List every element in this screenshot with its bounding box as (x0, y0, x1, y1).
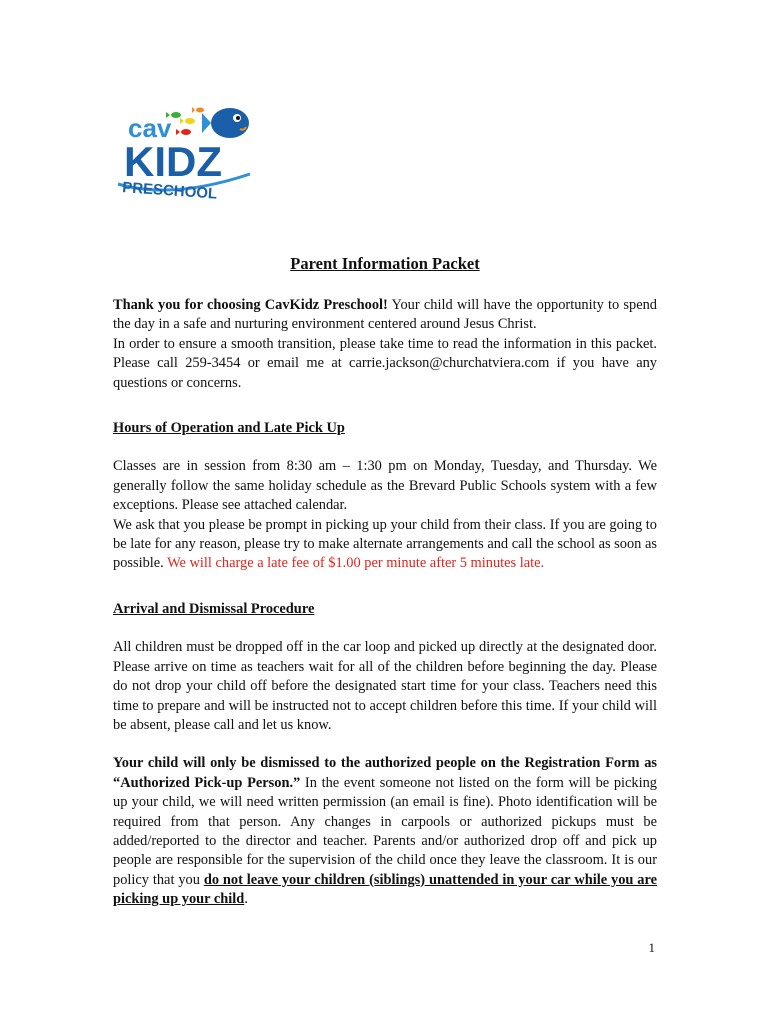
hours-heading: Hours of Operation and Late Pick Up (113, 420, 345, 437)
dismissal-lead: Your child will only be dismissed to the authorized people on the Registration Form as “Authorized Pick-up Person.” (113, 755, 657, 791)
logo-word-cav: cav (128, 113, 172, 143)
page-number: 1 (648, 940, 655, 955)
cavkidz-preschool-logo (112, 96, 262, 206)
logo-graphic (112, 96, 262, 206)
unattended-policy: do not leave your children (siblings) unattended in your car while you are picking up your child (113, 871, 658, 908)
intro-lead: Thank you for choosing CavKidz Preschool! (113, 297, 388, 313)
logo-word-kidz: KIDZ (124, 138, 222, 185)
big-fish-icon (202, 108, 249, 138)
dismissal-rest: In the event someone not listed on the form will be picking up your child, we will need written permission (an email is fine). Photo identification will be required from that person. Any changes in carpools or authorized pickups must be added/reported to the director and teacher. Parents and/or authorized drop off and pick up people are responsible for the supervision of the child once they leave the classroom. It is our policy that you (113, 774, 657, 888)
dismissal-end: . (244, 891, 248, 908)
intro-contact-paragraph: In order to ensure a smooth transition, please take time to read the information in this packet. Please call 259-3454 or email me at carrie.jackson@churchatviera.com if you have any questions or concerns. (113, 335, 657, 391)
small-fish-icons (166, 107, 204, 135)
late-pickup-paragraph (113, 516, 657, 574)
late-fee-notice: We will charge a late fee of $1.00 per minute after 5 minutes late. (167, 555, 545, 572)
intro-rest: Your child will have the opportunity to spend the day in a safe and nurturing environment centered around Jesus Christ. (113, 297, 657, 333)
logo-word-preschool: PRESCHOOL (121, 179, 218, 203)
page-title: Parent Information Packet (290, 254, 480, 273)
document-body (113, 252, 657, 910)
hours-paragraph: Classes are in session from 8:30 am – 1:30 pm on Monday, Tuesday, and Thursday. We generally follow the same holiday schedule as the Brevard Public Schools system with a few exceptions. Please see attached calendar. (113, 458, 657, 514)
late-pickup-text: We ask that you please be prompt in picking up your child from their class. If you are going to be late for any reason, please try to make alternate arrangements and call the school as soon as possible. (113, 516, 657, 572)
intro-paragraph (113, 296, 657, 335)
arrival-heading: Arrival and Dismissal Procedure (113, 600, 315, 617)
dismissal-paragraph (113, 754, 657, 909)
arrival-paragraph: All children must be dropped off in the car loop and picked up directly at the designated door. Please arrive on time as teachers wait for all of the children before beginning the day. Please do not drop your child off before the designated start time for your class. Teachers need this time to prepare and will be instructed not to accept children before this time. If your child will be absent, please call and let us know. (113, 639, 657, 733)
